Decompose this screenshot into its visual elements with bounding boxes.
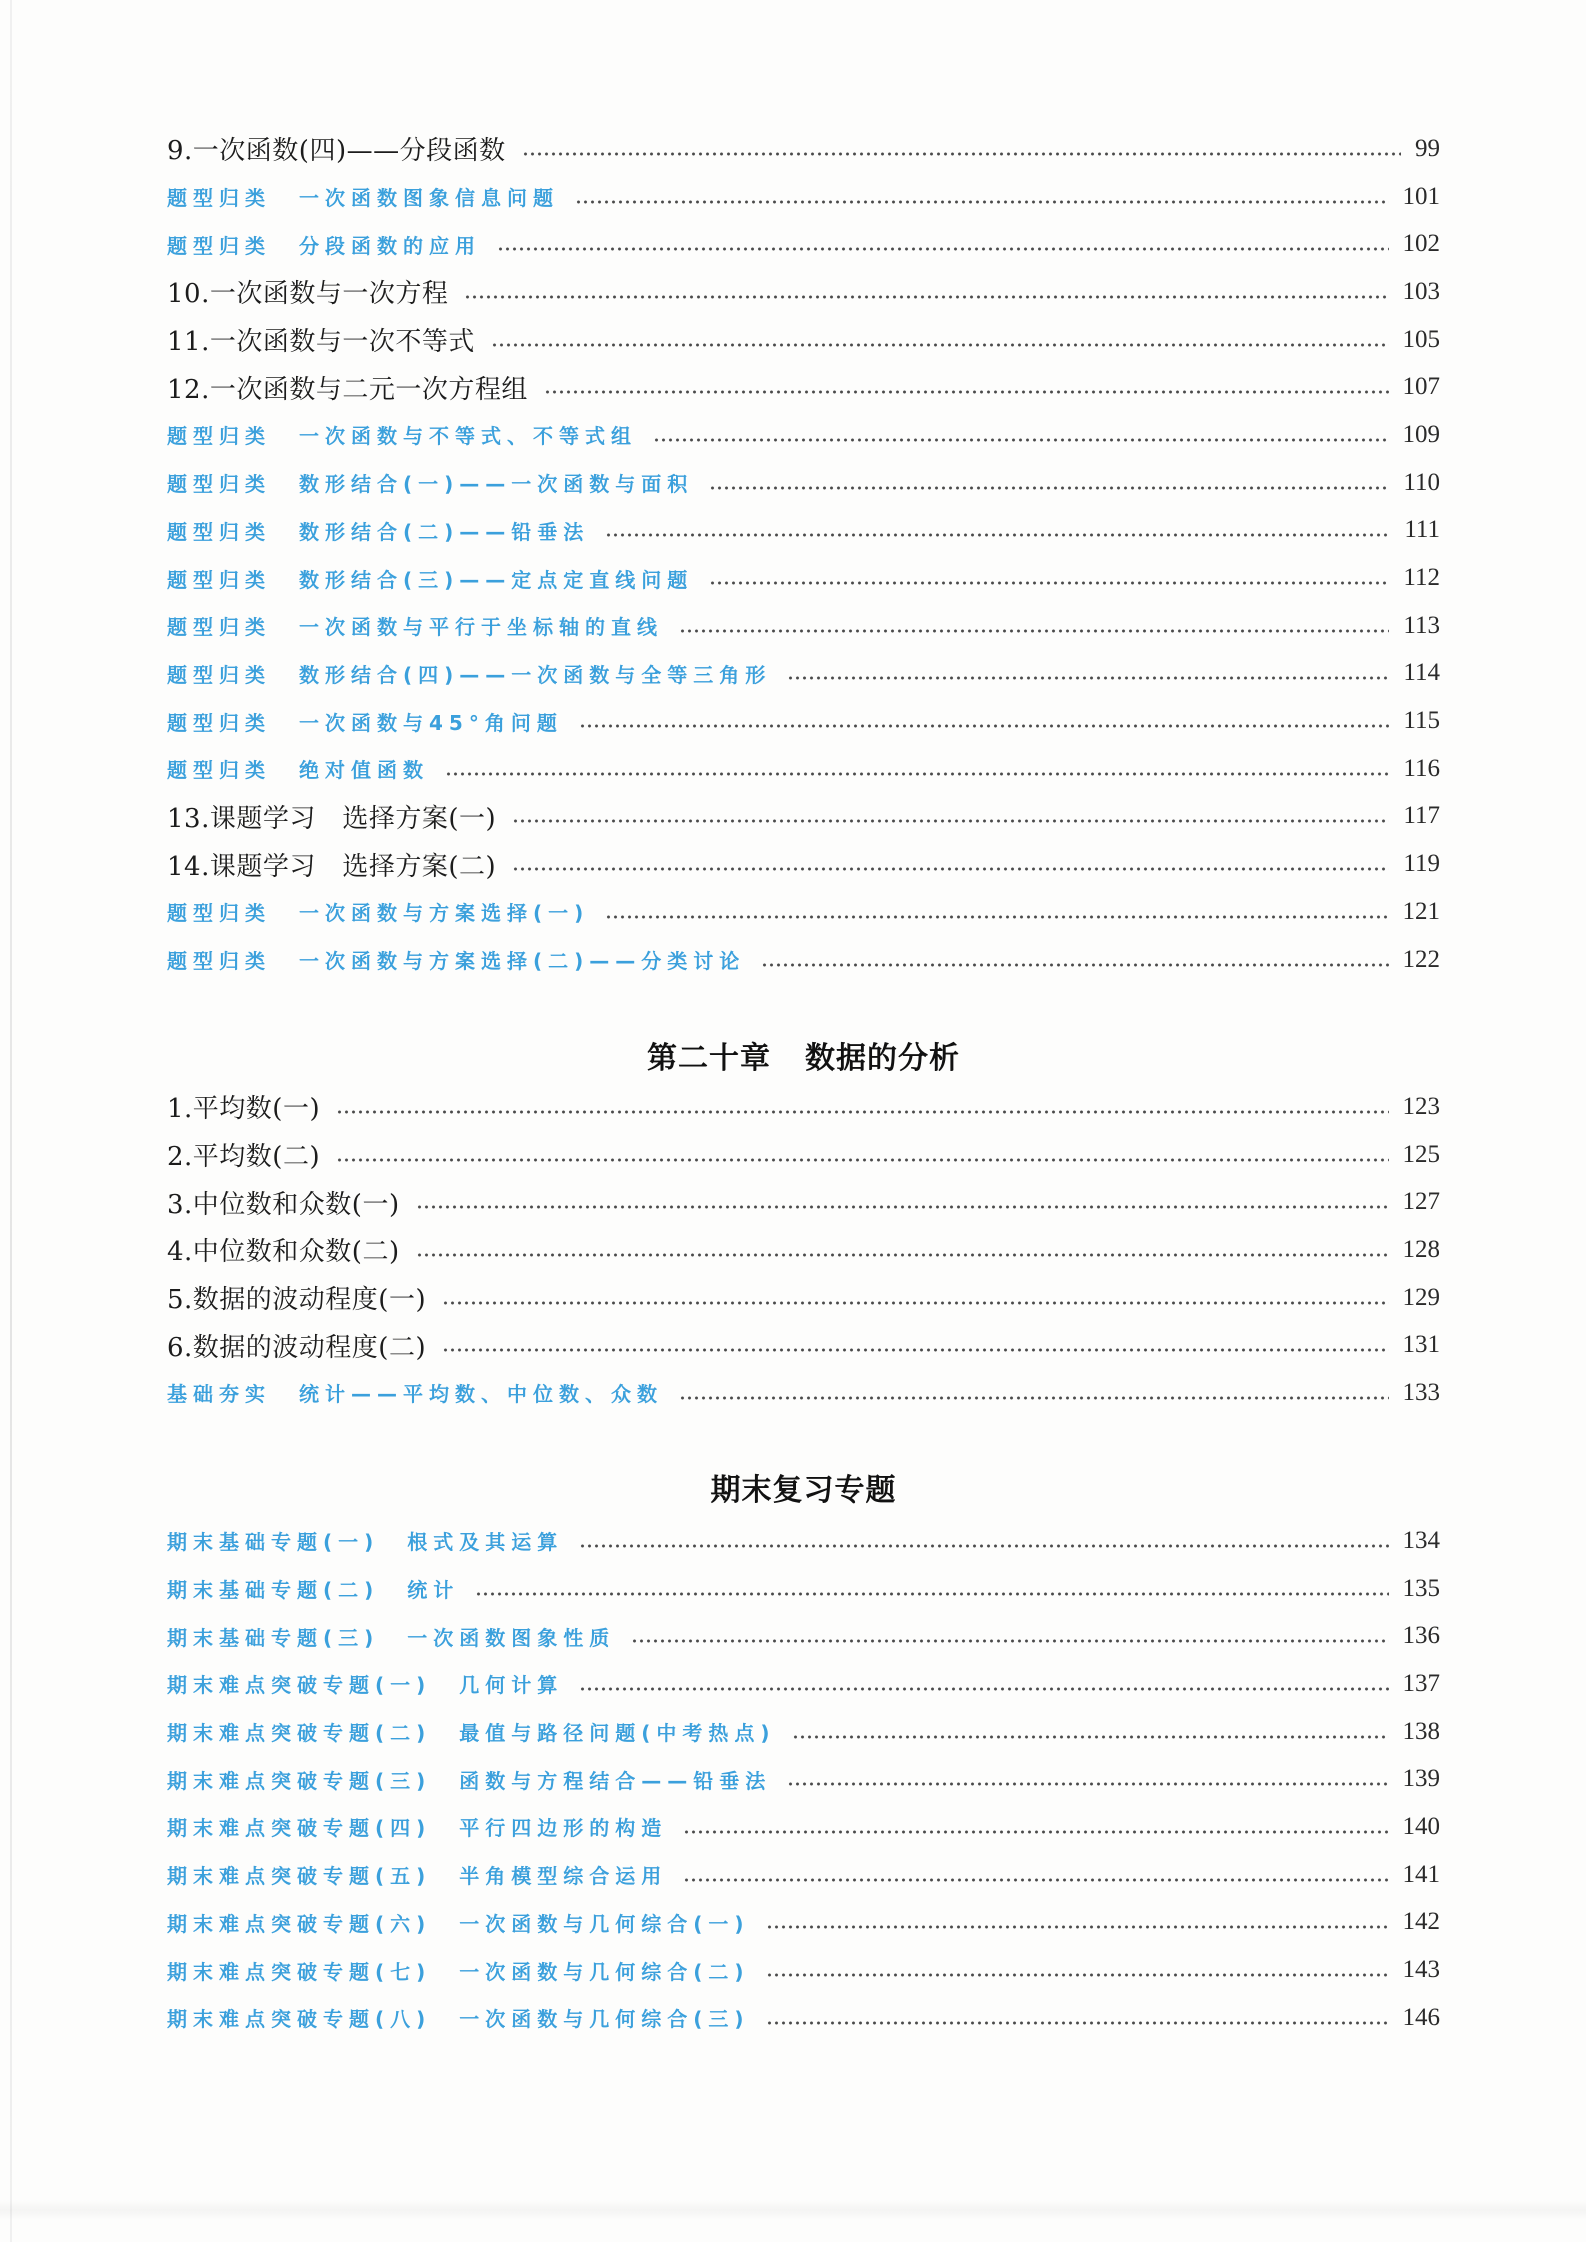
- page-number: 125: [1402, 1140, 1440, 1168]
- entry-category: 期末难点突破专题(一): [167, 1673, 432, 1698]
- entry-category: 期末基础专题(一): [167, 1530, 380, 1555]
- page-number: 103: [1402, 277, 1440, 305]
- toc-section-final-review: [167, 1517, 1440, 2042]
- entry-title: 数形结合(三)——定点定直线问题: [299, 567, 694, 592]
- toc-entry-tagged: [167, 602, 1440, 650]
- entry-category: 题型归类: [167, 424, 271, 449]
- dot-leader: [416, 1251, 1389, 1259]
- toc-entry-tagged: [167, 1994, 1440, 2042]
- entry-title: 4.中位数和众数(二): [167, 1237, 400, 1268]
- entry-title: 2.平均数(二): [167, 1142, 321, 1173]
- page-number: 136: [1402, 1622, 1440, 1650]
- page-number: 127: [1402, 1188, 1440, 1216]
- toc-entry: [167, 793, 1440, 841]
- dot-leader: [336, 1108, 1388, 1116]
- entry-title: 函数与方程结合——铅垂法: [459, 1768, 772, 1793]
- entry-title: 一次函数图象性质: [407, 1625, 616, 1650]
- entry-title: 一次函数与几何综合(二): [459, 1959, 750, 1984]
- dot-leader: [522, 150, 1401, 158]
- entry-title: 14.课题学习 选择方案(二): [167, 851, 497, 882]
- dot-leader: [336, 1156, 1388, 1164]
- dot-leader: [766, 2019, 1389, 2027]
- chapter-number: 第二十章: [647, 1041, 771, 1076]
- entry-category: 题型归类: [167, 662, 271, 687]
- entry-title: 12.一次函数与二元一次方程组: [167, 374, 528, 405]
- dot-leader: [464, 293, 1388, 301]
- page-number: 113: [1403, 611, 1440, 639]
- dot-leader: [792, 1733, 1389, 1741]
- dot-leader: [631, 1637, 1388, 1645]
- toc-entry-tagged: [167, 1899, 1440, 1947]
- entry-title: 10.一次函数与一次方程: [167, 279, 449, 310]
- toc-entry: [167, 1178, 1440, 1226]
- scan-shadow: [0, 2200, 1586, 2220]
- page-number: 141: [1402, 1860, 1440, 1888]
- page-number: 146: [1402, 2003, 1440, 2031]
- dot-leader: [605, 913, 1388, 921]
- toc-entry-tagged: [167, 650, 1440, 698]
- dot-leader: [679, 1394, 1389, 1402]
- entry-title: 一次函数与几何综合(三): [459, 2007, 750, 2032]
- entry-title: 5.数据的波动程度(一): [167, 1285, 427, 1316]
- entry-category: 题型归类: [167, 186, 271, 211]
- page-number: 99: [1415, 134, 1440, 162]
- page-number: 121: [1402, 897, 1440, 925]
- page-number: 105: [1402, 325, 1440, 353]
- page-number: 122: [1402, 945, 1440, 973]
- entry-title: 平行四边形的构造: [459, 1816, 668, 1841]
- entry-category: 期末难点突破专题(四): [167, 1816, 432, 1841]
- page-number: 116: [1403, 754, 1440, 782]
- toc-entry: [167, 840, 1440, 888]
- entry-title: 一次函数与不等式、不等式组: [299, 424, 637, 449]
- dot-leader: [761, 961, 1388, 969]
- page-number: 119: [1403, 850, 1440, 878]
- entry-title: 数形结合(二)——铅垂法: [299, 519, 590, 544]
- page-number: 112: [1403, 564, 1440, 592]
- toc-entry-tagged: [167, 1803, 1440, 1851]
- toc-entry: [167, 316, 1440, 364]
- page-number: 117: [1403, 802, 1440, 830]
- toc-entry-tagged: [167, 1851, 1440, 1899]
- dot-leader: [683, 1828, 1388, 1836]
- dot-leader: [442, 1299, 1388, 1307]
- toc-entry-tagged: [167, 173, 1440, 221]
- toc-entry-tagged: [167, 936, 1440, 984]
- toc-entry-tagged: [167, 459, 1440, 507]
- toc-section-chapter-19: [167, 125, 1440, 983]
- page-number: 102: [1402, 230, 1440, 258]
- entry-title: 一次函数与方案选择(二)——分类讨论: [299, 949, 746, 974]
- entry-title: 一次函数与45°角问题: [299, 710, 563, 735]
- dot-leader: [605, 531, 1390, 539]
- entry-title: 1.平均数(一): [167, 1094, 321, 1125]
- dot-leader: [787, 674, 1389, 682]
- toc-entry-tagged: [167, 1369, 1440, 1417]
- entry-category: 基础夯实: [167, 1382, 271, 1407]
- entry-category: 期末难点突破专题(二): [167, 1721, 432, 1746]
- dot-leader: [416, 1203, 1389, 1211]
- page-number: 109: [1402, 420, 1440, 448]
- entry-category: 题型归类: [167, 615, 271, 640]
- toc-entry-tagged: [167, 1612, 1440, 1660]
- entry-category: 期末难点突破专题(八): [167, 2007, 432, 2032]
- toc-section-chapter-20: [167, 1083, 1440, 1417]
- entry-category: 题型归类: [167, 901, 271, 926]
- toc-entry: [167, 125, 1440, 173]
- entry-title: 半角模型综合运用: [459, 1864, 668, 1889]
- entry-category: 题型归类: [167, 710, 271, 735]
- entry-title: 几何计算: [459, 1673, 564, 1698]
- toc-entry-tagged: [167, 697, 1440, 745]
- dot-leader: [512, 865, 1389, 873]
- scan-edge: [10, 0, 12, 2242]
- toc-entry: [167, 1226, 1440, 1274]
- entry-title: 统计: [407, 1578, 460, 1603]
- page-number: 115: [1403, 707, 1440, 735]
- toc-entry-tagged: [167, 411, 1440, 459]
- toc-entry-tagged: [167, 1660, 1440, 1708]
- page-number: 140: [1402, 1812, 1440, 1840]
- dot-leader: [709, 579, 1389, 587]
- entry-title: 9.一次函数(四)——分段函数: [167, 136, 506, 167]
- review-heading: [167, 1467, 1440, 1515]
- page-number: 129: [1402, 1283, 1440, 1311]
- review-title: 期末复习专题: [710, 1473, 897, 1508]
- page-number: 128: [1402, 1235, 1440, 1263]
- dot-leader: [579, 722, 1390, 730]
- entry-title: 一次函数图象信息问题: [299, 186, 559, 211]
- entry-title: 统计——平均数、中位数、众数: [299, 1382, 663, 1407]
- page-number: 133: [1402, 1378, 1440, 1406]
- dot-leader: [579, 1542, 1388, 1550]
- entry-category: 期末难点突破专题(三): [167, 1768, 432, 1793]
- entry-category: 期末基础专题(三): [167, 1625, 380, 1650]
- toc-entry: [167, 363, 1440, 411]
- toc-entry: [167, 268, 1440, 316]
- toc-entry-tagged: [167, 1946, 1440, 1994]
- entry-title: 3.中位数和众数(一): [167, 1189, 400, 1220]
- entry-category: 题型归类: [167, 233, 271, 258]
- dot-leader: [579, 1685, 1388, 1693]
- dot-leader: [445, 770, 1389, 778]
- entry-title: 11.一次函数与一次不等式: [167, 327, 475, 358]
- dot-leader: [683, 1876, 1388, 1884]
- entry-title: 6.数据的波动程度(二): [167, 1332, 427, 1363]
- toc-entry: [167, 1131, 1440, 1179]
- entry-title: 最值与路径问题(中考热点): [459, 1721, 776, 1746]
- entry-category: 期末难点突破专题(五): [167, 1864, 432, 1889]
- entry-title: 一次函数与几何综合(一): [459, 1911, 750, 1936]
- page-number: 110: [1403, 468, 1440, 496]
- dot-leader: [544, 388, 1389, 396]
- toc-entry-tagged: [167, 1565, 1440, 1613]
- entry-title: 数形结合(四)——一次函数与全等三角形: [299, 662, 772, 687]
- toc-entry: [167, 1274, 1440, 1322]
- entry-category: 题型归类: [167, 472, 271, 497]
- entry-category: 题型归类: [167, 519, 271, 544]
- toc-entry-tagged: [167, 888, 1440, 936]
- page-number: 131: [1402, 1331, 1440, 1359]
- dot-leader: [766, 1923, 1389, 1931]
- entry-title: 根式及其运算: [407, 1530, 564, 1555]
- page-number: 135: [1402, 1574, 1440, 1602]
- toc-entry-tagged: [167, 1755, 1440, 1803]
- page-number: 101: [1402, 182, 1440, 210]
- dot-leader: [766, 1971, 1389, 1979]
- chapter-heading: [167, 1035, 1440, 1083]
- dot-leader: [491, 341, 1389, 349]
- page-number: 114: [1403, 659, 1440, 687]
- page-number: 123: [1402, 1092, 1440, 1120]
- toc-entry-tagged: [167, 745, 1440, 793]
- page-number: 111: [1404, 516, 1440, 544]
- page-number: 139: [1402, 1765, 1440, 1793]
- dot-leader: [787, 1780, 1388, 1788]
- page-number: 137: [1402, 1669, 1440, 1697]
- toc-entry-tagged: [167, 220, 1440, 268]
- entry-title: 绝对值函数: [299, 758, 429, 783]
- dot-leader: [512, 817, 1389, 825]
- dot-leader: [575, 198, 1389, 206]
- entry-title: 13.课题学习 选择方案(一): [167, 803, 497, 834]
- dot-leader: [497, 245, 1389, 253]
- entry-category: 题型归类: [167, 567, 271, 592]
- dot-leader: [679, 627, 1389, 635]
- entry-category: 题型归类: [167, 758, 271, 783]
- entry-category: 期末基础专题(二): [167, 1578, 380, 1603]
- page-number: 138: [1402, 1717, 1440, 1745]
- toc-entry-tagged: [167, 1517, 1440, 1565]
- toc-entry-tagged: [167, 507, 1440, 555]
- page-number: 142: [1402, 1908, 1440, 1936]
- entry-category: 题型归类: [167, 949, 271, 974]
- toc-entry-tagged: [167, 1708, 1440, 1756]
- entry-title: 一次函数与平行于坐标轴的直线: [299, 615, 663, 640]
- entry-category: 期末难点突破专题(七): [167, 1959, 432, 1984]
- dot-leader: [709, 484, 1389, 492]
- dot-leader: [653, 436, 1389, 444]
- entry-category: 期末难点突破专题(六): [167, 1911, 432, 1936]
- dot-leader: [442, 1346, 1388, 1354]
- entry-title: 数形结合(一)——一次函数与面积: [299, 472, 694, 497]
- page-number: 143: [1402, 1956, 1440, 1984]
- page-number: 107: [1402, 373, 1440, 401]
- toc-entry: [167, 1083, 1440, 1131]
- dot-leader: [475, 1590, 1388, 1598]
- page-number: 134: [1402, 1526, 1440, 1554]
- toc-entry: [167, 1321, 1440, 1369]
- toc-entry-tagged: [167, 554, 1440, 602]
- entry-title: 分段函数的应用: [299, 233, 481, 258]
- chapter-title: 数据的分析: [805, 1041, 960, 1076]
- entry-title: 一次函数与方案选择(一): [299, 901, 590, 926]
